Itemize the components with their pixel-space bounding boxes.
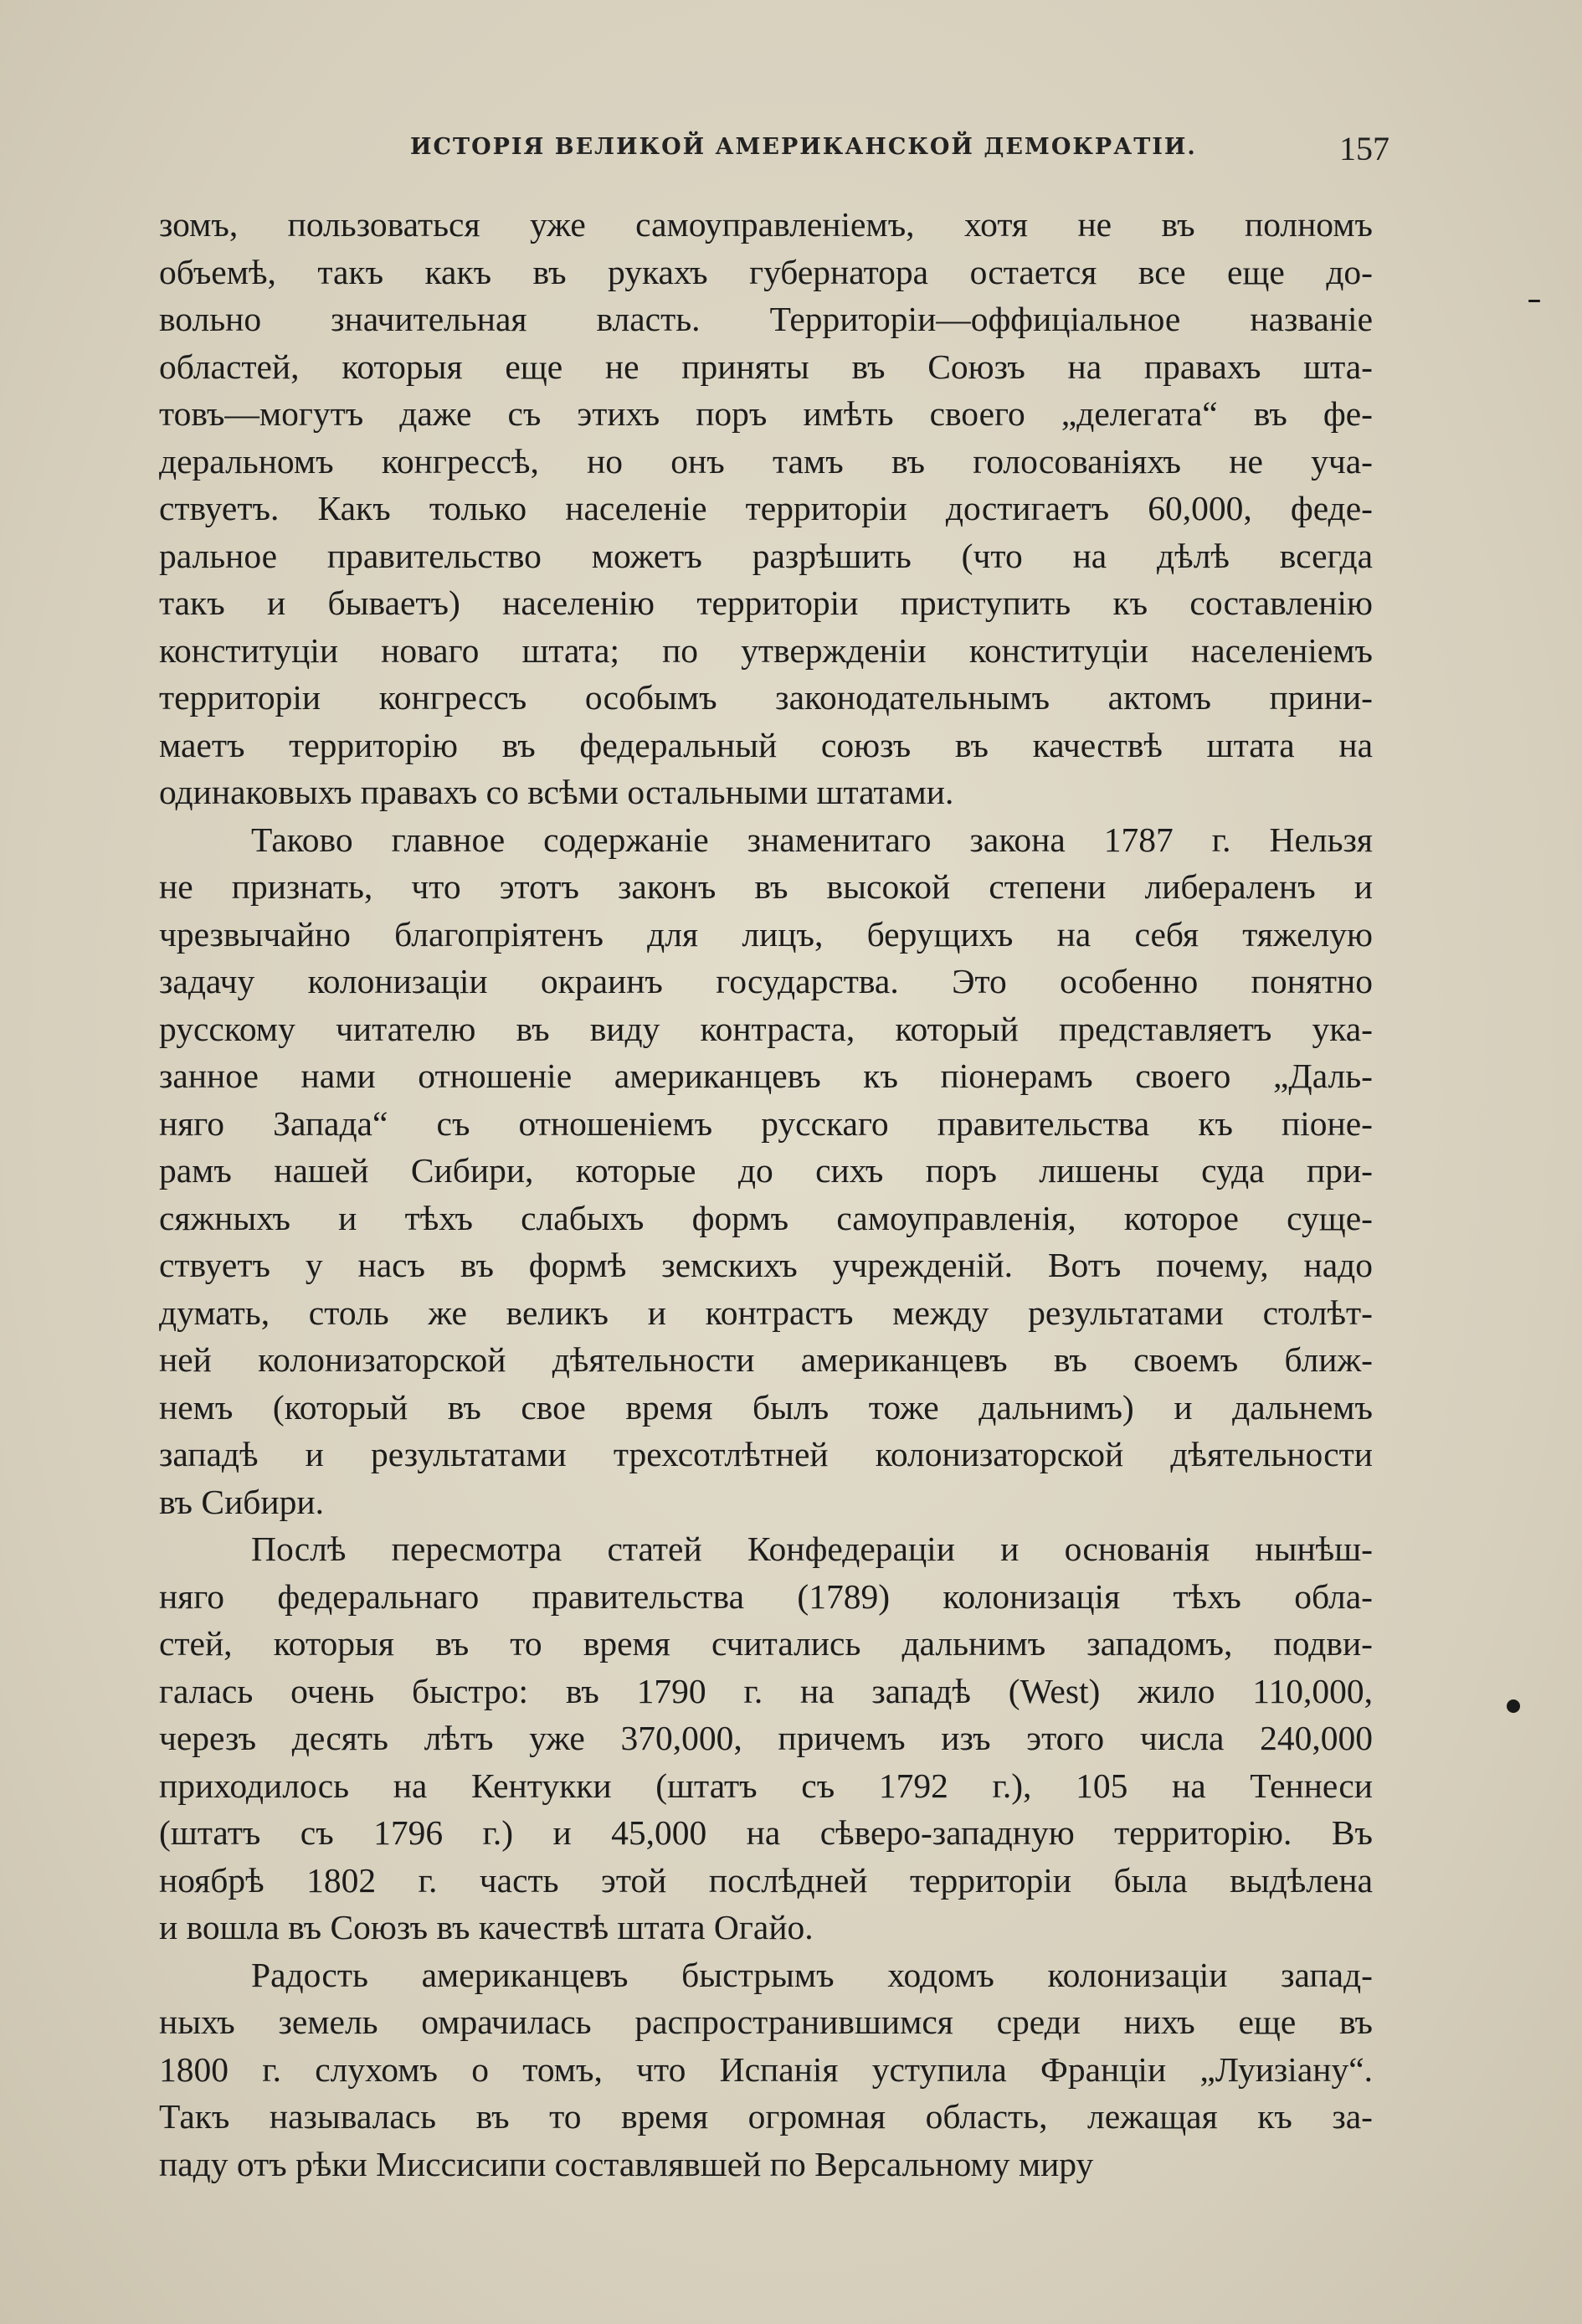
- text-line: въ Сибири.: [159, 1482, 324, 1521]
- text-line: ней колонизаторской дѣятельности американцевъ въ своемъ ближ-: [159, 1340, 1373, 1379]
- running-title: ИСТОРІЯ ВЕЛИКОЙ АМЕРИКАНСКОЙ ДЕМОКРАТІИ.: [410, 134, 1197, 160]
- text-line: чрезвычайно благопріятенъ для лицъ, берущихъ на себя тяжелую: [159, 914, 1373, 954]
- text-line: маетъ территорію въ федеральный союзъ въ качествѣ штата на: [159, 725, 1373, 764]
- text-line: областей, которыя еще не приняты въ Союзъ на правахъ шта-: [159, 347, 1373, 386]
- page-header: [151, 126, 1389, 176]
- text-line: ныхъ земель омрачилась распространившимся среди нихъ еще въ: [159, 2003, 1373, 2041]
- text-line: объемѣ, такъ какъ въ рукахъ губернатора остается все еще до-: [159, 252, 1373, 291]
- body-text: [159, 201, 1373, 2188]
- text-line: западѣ и результатами трехсотлѣтней колонизаторской дѣятельности: [159, 1435, 1373, 1473]
- text-line: ствуетъ. Какъ только населеніе территоріи достигаетъ 60,000, феде-: [159, 489, 1373, 527]
- text-line: галась очень быстро: въ 1790 г. на западѣ (West) жило 110,000,: [159, 1671, 1373, 1710]
- text-line: Послѣ пересмотра статей Конфедераціи и основанія нынѣш-: [251, 1530, 1373, 1568]
- text-line: товъ—могутъ даже съ этихъ поръ имѣть своего „делегата“ въ фе-: [159, 394, 1373, 433]
- text-line: стей, которыя въ то время считались дальнимъ западомъ, подви-: [159, 1624, 1373, 1663]
- text-line: паду отъ рѣки Миссисипи составлявшей по Версальному миру: [159, 2144, 1094, 2183]
- text-line: немъ (который въ свое время былъ тоже дальнимъ) и дальнемъ: [159, 1387, 1373, 1427]
- text-line: деральномъ конгрессѣ, но онъ тамъ въ голосованіяхъ не уча-: [159, 441, 1373, 481]
- paragraph: [159, 1525, 1373, 1951]
- text-line: конституціи новаго штата; по утвержденіи конституціи населеніемъ: [159, 630, 1373, 670]
- text-line: приходилось на Кентукки (штатъ съ 1792 г.), 105 на Теннеси: [159, 1766, 1373, 1805]
- text-line: черезъ десять лѣтъ уже 370,000, причемъ изъ этого числа 240,000: [159, 1719, 1373, 1757]
- text-line: такъ и бываетъ) населенію территоріи приступить къ составленію: [159, 584, 1373, 622]
- text-line: ральное правительство можетъ разрѣшить (что на дѣлѣ всегда: [159, 536, 1373, 575]
- ink-speck: [1507, 1699, 1520, 1713]
- page-number: 157: [1339, 130, 1389, 167]
- text-line: задачу колонизаціи окраинъ государства. Это особенно понятно: [159, 962, 1373, 1000]
- text-line: думать, столь же великъ и контрастъ между результатами столѣт-: [159, 1293, 1373, 1332]
- text-line: сяжныхъ и тѣхъ слабыхъ формъ самоуправленія, которое суще-: [159, 1198, 1373, 1237]
- text-line: Радость американцевъ быстрымъ ходомъ колонизаціи запад-: [251, 1955, 1373, 1994]
- text-line: занное нами отношеніе американцевъ къ піонерамъ своего „Даль-: [159, 1057, 1373, 1095]
- text-line: не признать, что этотъ законъ въ высокой степени либераленъ и: [159, 867, 1373, 906]
- text-line: 1800 г. слухомъ о томъ, что Испанія уступила Франціи „Луизіану“.: [159, 2049, 1373, 2089]
- ink-speck: [1528, 300, 1540, 302]
- text-line: русскому читателю въ виду контраста, который представляетъ ука-: [159, 1009, 1373, 1048]
- text-line: няго Запада“ съ отношеніемъ русскаго правительства къ піоне-: [159, 1103, 1373, 1143]
- text-line: зомъ, пользоваться уже самоуправленіемъ, хотя не въ полномъ: [159, 205, 1373, 244]
- text-line: и вошла въ Союзъ въ качествѣ штата Огайо.: [159, 1908, 814, 1946]
- text-line: ствуетъ у насъ въ формѣ земскихъ учрежденій. Вотъ почему, надо: [159, 1246, 1373, 1284]
- text-line: няго федеральнаго правительства (1789) колонизація тѣхъ обла-: [159, 1576, 1373, 1616]
- text-line: рамъ нашей Сибири, которые до сихъ поръ лишены суда при-: [159, 1151, 1373, 1190]
- text-line: территоріи конгрессъ особымъ законодательнымъ актомъ прини-: [159, 678, 1373, 717]
- text-line: вольно значительная власть. Территоріи—оффиціальное названіе: [159, 300, 1373, 338]
- text-line: Таково главное содержаніе знаменитаго закона 1787 г. Нельзя: [251, 820, 1373, 859]
- text-line: Такъ называлась въ то время огромная область, лежащая къ за-: [159, 2097, 1373, 2136]
- text-line: одинаковыхъ правахъ со всѣми остальными штатами.: [159, 773, 954, 811]
- paragraph: [159, 1951, 1373, 2188]
- text-line: ноябрѣ 1802 г. часть этой послѣдней территоріи была выдѣлена: [159, 1860, 1373, 1900]
- paragraph: [159, 201, 1373, 816]
- paragraph: [159, 816, 1373, 1526]
- text-line: (штатъ съ 1796 г.) и 45,000 на сѣверо-западную территорію. Въ: [159, 1813, 1373, 1852]
